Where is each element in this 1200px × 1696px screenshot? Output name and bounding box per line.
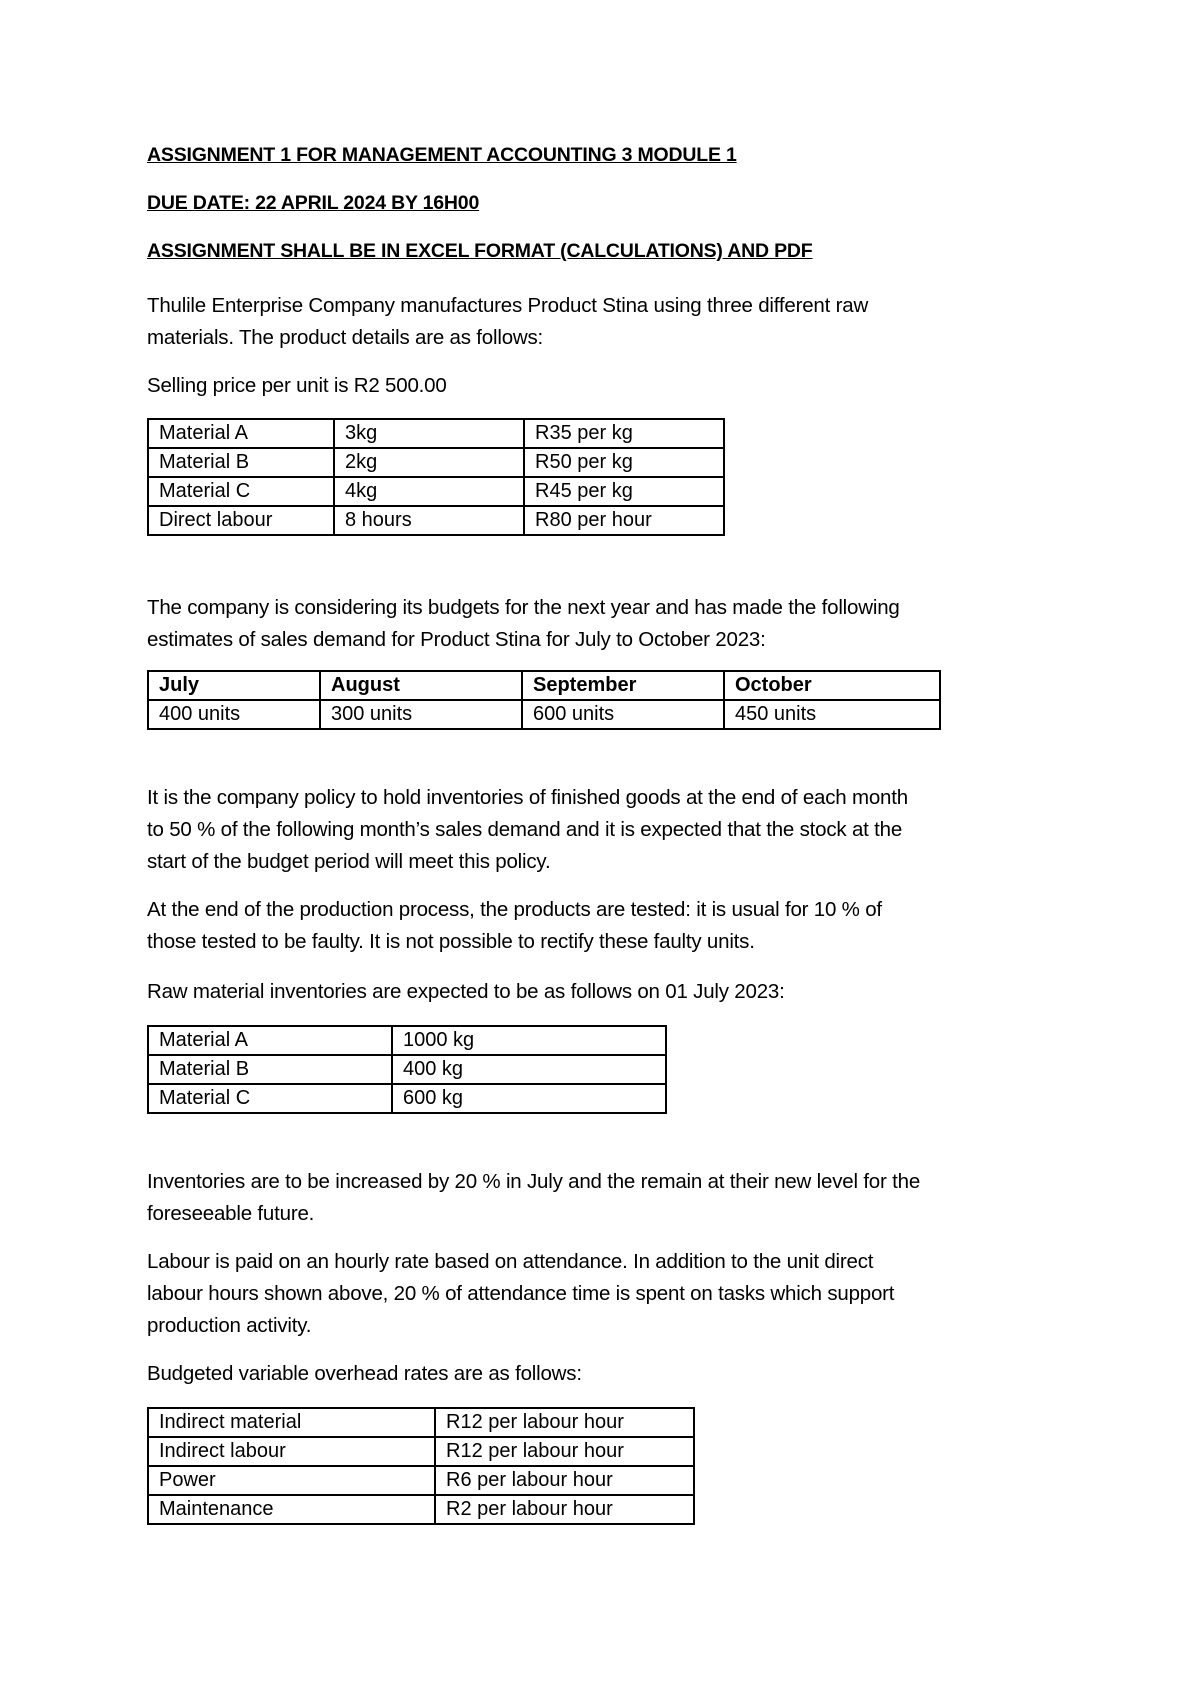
labour-paragraph [147, 1246, 1047, 1342]
table-header-cell: October [724, 671, 940, 700]
table-row [148, 1084, 666, 1113]
table-cell: 600 units [522, 700, 724, 729]
table-header-cell: August [320, 671, 522, 700]
sales-demand-table [147, 670, 941, 730]
overhead-paragraph: Budgeted variable overhead rates are as follows: [147, 1362, 582, 1385]
table-cell: Material B [148, 1055, 392, 1084]
table-cell: R2 per labour hour [435, 1495, 694, 1524]
table-row [148, 1466, 694, 1495]
table-cell: 8 hours [334, 506, 524, 535]
table-cell: 3kg [334, 419, 524, 448]
due-date: DUE DATE: 22 APRIL 2024 BY 16H00 [147, 192, 480, 214]
policy-line-2: to 50 % of the following month’s sales demand and it is expected that the stock at the [147, 818, 903, 841]
table-cell: 600 kg [392, 1084, 666, 1113]
table-row [148, 1495, 694, 1524]
intro-line-2: materials. The product details are as follows: [147, 326, 544, 349]
table-cell: R50 per kg [524, 448, 724, 477]
overhead-rates-table [147, 1407, 695, 1525]
intro-line-1: Thulile Enterprise Company manufactures Product Stina using three different raw [147, 294, 869, 317]
table-row [148, 1026, 666, 1055]
table-cell: Material A [148, 419, 334, 448]
labour-line-2: labour hours shown above, 20 % of attendance time is spent on tasks which support [147, 1282, 895, 1305]
table-cell: 400 kg [392, 1055, 666, 1084]
table-cell: Maintenance [148, 1495, 435, 1524]
budget-line-2: estimates of sales demand for Product Stina for July to October 2023: [147, 628, 766, 651]
labour-line-3: production activity. [147, 1314, 312, 1337]
intro-paragraph [147, 290, 1047, 354]
selling-price: Selling price per unit is R2 500.00 [147, 374, 447, 397]
table-cell: Direct labour [148, 506, 334, 535]
table-cell: R6 per labour hour [435, 1466, 694, 1495]
table-cell: Indirect material [148, 1408, 435, 1437]
table-cell: Material C [148, 1084, 392, 1113]
table-row [148, 1408, 694, 1437]
policy-line-3: start of the budget period will meet this policy. [147, 850, 551, 873]
table-row [148, 700, 940, 729]
product-details-table [147, 418, 725, 536]
testing-paragraph [147, 894, 1047, 958]
table-cell: R80 per hour [524, 506, 724, 535]
table-row [148, 448, 724, 477]
budget-paragraph [147, 592, 1047, 656]
inventory-increase-line-1: Inventories are to be increased by 20 % in July and the remain at their new level for the [147, 1170, 921, 1193]
table-cell: 1000 kg [392, 1026, 666, 1055]
table-row [148, 506, 724, 535]
table-cell: Material A [148, 1026, 392, 1055]
table-header-row [148, 671, 940, 700]
table-row [148, 1055, 666, 1084]
table-cell: 450 units [724, 700, 940, 729]
testing-line-2: those tested to be faulty. It is not possible to rectify these faulty units. [147, 930, 755, 953]
table-header-cell: September [522, 671, 724, 700]
table-cell: R45 per kg [524, 477, 724, 506]
inventory-increase-line-2: foreseeable future. [147, 1202, 315, 1225]
format-note: ASSIGNMENT SHALL BE IN EXCEL FORMAT (CALCULATIONS) AND PDF [147, 240, 813, 262]
table-cell: R35 per kg [524, 419, 724, 448]
table-row [148, 477, 724, 506]
table-cell: Indirect labour [148, 1437, 435, 1466]
table-row [148, 419, 724, 448]
table-cell: 2kg [334, 448, 524, 477]
table-cell: Material B [148, 448, 334, 477]
raw-inventory-paragraph: Raw material inventories are expected to be as follows on 01 July 2023: [147, 980, 785, 1003]
table-cell: 300 units [320, 700, 522, 729]
inventory-increase-paragraph [147, 1166, 1047, 1230]
table-cell: Material C [148, 477, 334, 506]
policy-line-1: It is the company policy to hold inventories of finished goods at the end of each month [147, 786, 908, 809]
table-cell: R12 per labour hour [435, 1437, 694, 1466]
budget-line-1: The company is considering its budgets for the next year and has made the following [147, 596, 900, 619]
assignment-title: ASSIGNMENT 1 FOR MANAGEMENT ACCOUNTING 3 MODULE 1 [147, 144, 737, 166]
table-cell: R12 per labour hour [435, 1408, 694, 1437]
table-cell: 4kg [334, 477, 524, 506]
table-row [148, 1437, 694, 1466]
testing-line-1: At the end of the production process, the products are tested: it is usual for 10 % of [147, 898, 882, 921]
policy-paragraph [147, 782, 1047, 878]
table-cell: Power [148, 1466, 435, 1495]
table-cell: 400 units [148, 700, 320, 729]
raw-inventory-table [147, 1025, 667, 1114]
table-header-cell: July [148, 671, 320, 700]
labour-line-1: Labour is paid on an hourly rate based on attendance. In addition to the unit direct [147, 1250, 874, 1273]
